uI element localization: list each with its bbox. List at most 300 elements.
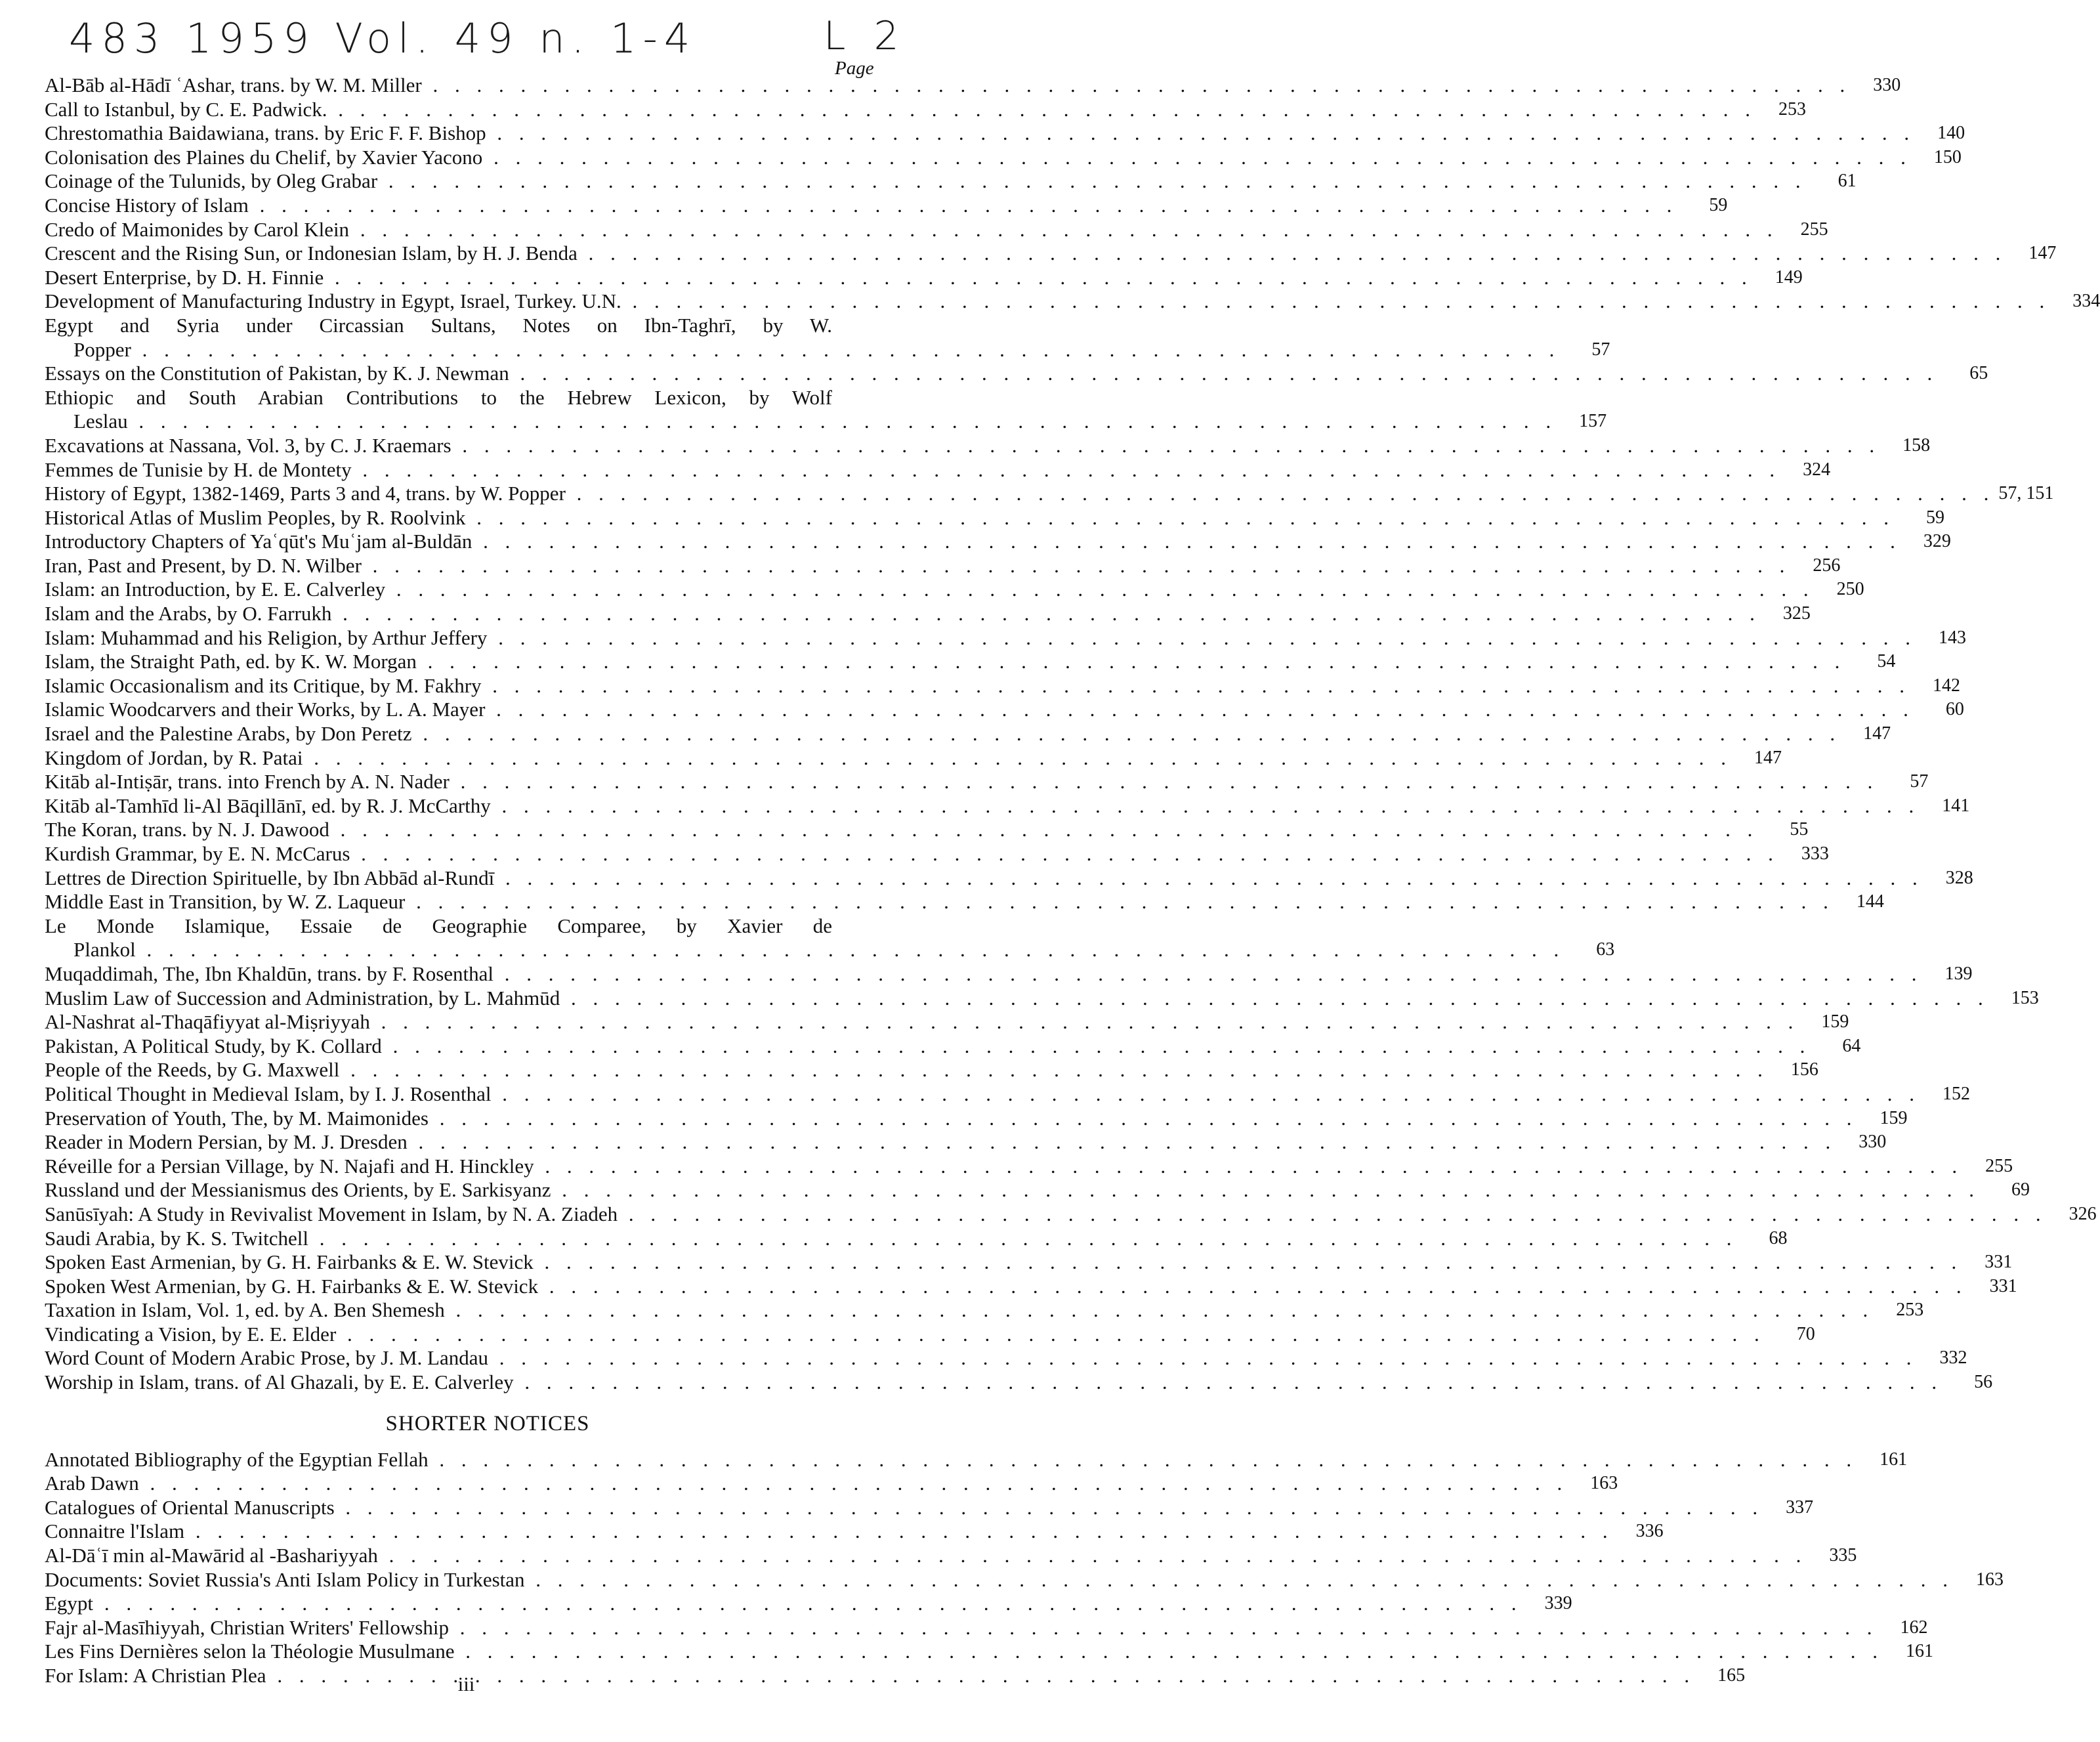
entry-page-number: 70 bbox=[1796, 1323, 1815, 1344]
entry-title-block bbox=[45, 842, 1783, 866]
entry-title: Spoken East Armenian, by G. H. Fairbanks & E. W. Stevick bbox=[45, 1250, 534, 1274]
index-entry bbox=[45, 1447, 1908, 1472]
dot-leader bbox=[339, 1058, 1769, 1081]
dot-leader bbox=[412, 722, 1841, 745]
entry-page-number: 57 bbox=[1591, 339, 1610, 360]
index-entry bbox=[45, 1298, 1924, 1323]
entry-title-block bbox=[45, 1472, 1572, 1496]
index-entry bbox=[45, 602, 1811, 626]
index-entry bbox=[45, 1130, 1887, 1155]
entry-title-block bbox=[45, 890, 1838, 914]
entry-title: Al-Nashrat al-Thaqāfiyyat al-Miṣriyyah bbox=[45, 1010, 370, 1034]
dot-leader bbox=[534, 1155, 1964, 1178]
entry-page-number: 336 bbox=[1635, 1521, 1664, 1542]
entry-title-block bbox=[45, 1130, 1840, 1155]
dot-leader bbox=[136, 938, 1565, 961]
index-entry bbox=[45, 698, 1964, 722]
dot-leader bbox=[466, 506, 1895, 529]
index-entry bbox=[45, 169, 1857, 194]
dot-leader bbox=[422, 74, 1851, 96]
dot-leader bbox=[308, 1227, 1738, 1250]
entry-page-number: 331 bbox=[1984, 1252, 2013, 1273]
dot-leader bbox=[429, 1448, 1858, 1471]
index-entry bbox=[45, 242, 2057, 266]
page-column-heading: Page bbox=[835, 58, 874, 79]
entry-page-number: 60 bbox=[1945, 699, 1964, 720]
dot-leader bbox=[482, 146, 1912, 169]
entry-page-number: 253 bbox=[1778, 98, 1807, 119]
entry-title: Kitāb al-Tamhīd li-Al Bāqillānī, ed. by R. J. McCarthy bbox=[45, 794, 491, 817]
index-list bbox=[45, 74, 2100, 1688]
entry-title: Introductory Chapters of Yaʿqūt's Muʿjam al-Buldān bbox=[45, 530, 472, 553]
entry-page-number: 331 bbox=[1989, 1275, 2017, 1296]
index-entry bbox=[45, 890, 1884, 914]
index-entry bbox=[45, 1567, 2004, 1592]
index-entry bbox=[45, 1178, 2030, 1202]
entry-title-block bbox=[45, 1544, 1811, 1568]
index-entry bbox=[45, 265, 1803, 290]
index-entry bbox=[45, 313, 1610, 362]
index-entry bbox=[45, 97, 1807, 122]
dot-leader bbox=[472, 530, 1901, 553]
dot-leader bbox=[621, 289, 2051, 312]
entry-page-number: 324 bbox=[1803, 459, 1831, 480]
entry-title: Annotated Bibliography of the Egyptian Fellah bbox=[45, 1447, 429, 1471]
entry-title-block bbox=[45, 1202, 2051, 1227]
entry-title-continuation-text: Leslau bbox=[74, 410, 128, 433]
entry-page-number: 161 bbox=[1905, 1641, 1933, 1662]
entry-title-block bbox=[45, 266, 1757, 290]
entry-title: Documents: Soviet Russia's Anti Islam Policy in Turkestan bbox=[45, 1567, 525, 1591]
entry-page-number: 63 bbox=[1596, 939, 1615, 960]
index-entry bbox=[45, 1034, 1861, 1059]
entry-page-number: 149 bbox=[1774, 266, 1803, 287]
entry-page-number: 57, 151 bbox=[1998, 483, 2054, 504]
entry-title: Connaitre l'Islam bbox=[45, 1519, 185, 1543]
entry-page-number: 69 bbox=[2011, 1179, 2030, 1200]
entry-title-block bbox=[45, 1640, 1887, 1664]
entry-page-number: 68 bbox=[1769, 1227, 1788, 1248]
section-heading-shorter-notices: SHORTER NOTICES bbox=[385, 1411, 590, 1435]
entry-page-number: 56 bbox=[1974, 1372, 1993, 1393]
entry-title: Islamic Woodcarvers and their Works, by L. A. Mayer bbox=[45, 698, 486, 721]
entry-title-block bbox=[45, 794, 1923, 818]
entry-title-block bbox=[45, 578, 1818, 602]
dot-leader bbox=[485, 698, 1914, 721]
entry-title-block bbox=[45, 482, 1998, 506]
index-entry bbox=[45, 1058, 1818, 1082]
dot-leader bbox=[131, 338, 1561, 361]
dot-leader bbox=[491, 794, 1920, 817]
entry-title: Le Monde Islamique, Essaie de Geographie Comparee, by Xavier de bbox=[45, 914, 832, 937]
entry-title-block bbox=[45, 194, 1681, 218]
index-entry bbox=[45, 626, 1966, 650]
entry-page-number: 159 bbox=[1821, 1011, 1849, 1032]
dot-leader bbox=[93, 1592, 1522, 1615]
entry-title-block bbox=[45, 74, 1855, 98]
index-entry bbox=[45, 1519, 1664, 1544]
entry-title: Arab Dawn bbox=[45, 1472, 139, 1495]
index-entry bbox=[45, 505, 1945, 530]
entry-page-number: 59 bbox=[1926, 507, 1945, 528]
dot-leader bbox=[303, 746, 1732, 769]
dot-leader bbox=[486, 121, 1916, 144]
entry-title: Islam: Muhammad and his Religion, by Arthur Jeffery bbox=[45, 626, 488, 649]
entry-title-block bbox=[45, 362, 1942, 386]
entry-title-block bbox=[45, 1107, 1861, 1131]
entry-page-number: 57 bbox=[1910, 771, 1929, 792]
index-entry bbox=[45, 1544, 1857, 1568]
entry-title-block bbox=[45, 722, 1845, 746]
entry-page-number: 330 bbox=[1873, 75, 1901, 95]
dot-leader bbox=[352, 458, 1781, 481]
entry-title: Al-Bāb al-Hādī ʿAshar, trans. by W. M. Miller bbox=[45, 74, 422, 96]
entry-page-number: 328 bbox=[1945, 867, 1973, 888]
entry-title-block bbox=[45, 626, 1920, 650]
handwritten-call-number: 483 1959 Vol. 49 n. 1-4 bbox=[69, 14, 697, 62]
entry-title-block bbox=[45, 434, 1884, 458]
dot-leader bbox=[324, 266, 1753, 289]
dot-leader bbox=[184, 1519, 1614, 1542]
entry-title-block bbox=[45, 674, 1914, 698]
entry-title-block bbox=[45, 1370, 1946, 1395]
entry-page-number: 333 bbox=[1801, 843, 1829, 864]
entry-title: Preservation of Youth, The, by M. Maimonides bbox=[45, 1106, 429, 1130]
index-entry bbox=[45, 362, 1988, 386]
index-entry bbox=[45, 121, 1965, 146]
entry-title: Fajr al-Masīhiyyah, Christian Writers' Fellowship bbox=[45, 1615, 449, 1639]
dot-leader bbox=[494, 866, 1923, 889]
entry-title-block bbox=[45, 218, 1782, 242]
entry-page-number: 332 bbox=[1939, 1348, 1967, 1369]
entry-title: Les Fins Dernières selon la Théologie Musulmane bbox=[45, 1640, 455, 1663]
entry-page-number: 165 bbox=[1717, 1665, 1746, 1686]
entry-title: Historical Atlas of Muslim Peoples, by R. Roolvink bbox=[45, 505, 466, 529]
entry-page-number: 144 bbox=[1856, 891, 1884, 912]
entry-page-number: 64 bbox=[1842, 1035, 1861, 1056]
entry-page-number: 330 bbox=[1858, 1132, 1887, 1153]
entry-title-block bbox=[45, 146, 1916, 170]
entry-title-block bbox=[45, 1568, 1958, 1592]
handwritten-corner-mark: L 2 bbox=[824, 13, 907, 59]
entry-title: Worship in Islam, trans. of Al Ghazali, by E. E. Calverley bbox=[45, 1370, 514, 1394]
entry-page-number: 139 bbox=[1944, 963, 1973, 984]
entry-title: Call to Istanbul, by C. E. Padwick. bbox=[45, 97, 327, 121]
dot-leader bbox=[454, 1640, 1883, 1663]
entry-title-block bbox=[45, 1155, 1967, 1179]
index-entry bbox=[45, 1274, 2017, 1299]
entry-page-number: 250 bbox=[1836, 579, 1864, 600]
index-entry bbox=[45, 193, 1728, 218]
entry-title: Catalogues of Oriental Manuscripts bbox=[45, 1495, 335, 1519]
dot-leader bbox=[377, 169, 1807, 192]
entry-title: For Islam: A Christian Plea bbox=[45, 1664, 266, 1687]
dot-leader bbox=[385, 578, 1815, 601]
entry-title: Colonisation des Plaines du Chelif, by Xavier Yacono bbox=[45, 145, 483, 169]
dot-leader bbox=[450, 770, 1879, 793]
index-entry bbox=[45, 1615, 1928, 1640]
dot-leader bbox=[492, 1082, 1921, 1105]
index-entry bbox=[45, 1346, 1967, 1370]
dot-leader bbox=[327, 98, 1757, 121]
entry-page-number: 256 bbox=[1813, 555, 1841, 576]
entry-title: Taxation in Islam, Vol. 1, ed. by A. Ben Shemesh bbox=[45, 1298, 445, 1322]
dot-leader bbox=[538, 1275, 1967, 1298]
entry-page-number: 255 bbox=[1800, 219, 1828, 240]
index-entry bbox=[45, 1322, 1815, 1347]
dot-leader bbox=[509, 362, 1939, 385]
entry-title-block bbox=[45, 650, 1849, 674]
entry-title-continuation-text: Plankol bbox=[74, 938, 136, 962]
entry-title: Political Thought in Medieval Islam, by I. J. Rosenthal bbox=[45, 1082, 492, 1105]
entry-page-number: 65 bbox=[1969, 363, 1988, 384]
entry-title-block bbox=[45, 962, 1927, 987]
index-entry bbox=[45, 433, 1931, 458]
index-entry bbox=[45, 722, 1891, 746]
entry-title-block bbox=[45, 698, 1918, 722]
entry-title: Israel and the Palestine Arabs, by Don Peretz bbox=[45, 722, 412, 746]
entry-title: History of Egypt, 1382-1469, Parts 3 and 4, trans. by W. Popper bbox=[45, 482, 566, 505]
entry-title: Pakistan, A Political Study, by K. Collard bbox=[45, 1034, 382, 1057]
entry-title-block bbox=[45, 386, 1561, 434]
entry-title-block bbox=[45, 914, 1568, 962]
entry-page-number: 163 bbox=[1976, 1569, 2004, 1590]
entry-page-number: 140 bbox=[1937, 123, 1965, 144]
entry-title: Egypt and Syria under Circassian Sultans, Notes on Ibn-Taghrī, by W. bbox=[45, 313, 832, 337]
entry-title: Kingdom of Jordan, by R. Patai bbox=[45, 746, 303, 769]
entry-page-number: 161 bbox=[1880, 1449, 1908, 1470]
dot-leader bbox=[370, 1010, 1799, 1033]
entry-title: Sanūsīyah: A Study in Revivalist Movement in Islam, by N. A. Ziadeh bbox=[45, 1202, 618, 1225]
page-folio: iii bbox=[457, 1672, 475, 1695]
index-entry bbox=[45, 1495, 1814, 1520]
dot-leader bbox=[560, 987, 1989, 1009]
index-entry bbox=[45, 1592, 1572, 1616]
dot-leader bbox=[534, 1250, 1963, 1273]
dot-leader bbox=[378, 1544, 1807, 1567]
entry-title: Islam and the Arabs, by O. Farrukh bbox=[45, 602, 332, 626]
entry-page-number: 334 bbox=[2072, 291, 2100, 312]
dot-leader bbox=[551, 1178, 1980, 1201]
entry-title: Lettres de Direction Spirituelle, by Ibn Abbād al-Rundī bbox=[45, 866, 495, 889]
dot-leader bbox=[405, 890, 1834, 913]
entry-page-number: 61 bbox=[1838, 171, 1857, 192]
index-entry bbox=[45, 1082, 1970, 1107]
entry-page-number: 141 bbox=[1942, 795, 1970, 816]
entry-title-block bbox=[45, 289, 2054, 314]
entry-title: Réveille for a Persian Village, by N. Najafi and H. Hinckley bbox=[45, 1154, 534, 1178]
entry-title: Credo of Maimonides by Carol Klein bbox=[45, 217, 350, 241]
entry-title-block bbox=[45, 554, 1794, 578]
entry-title: Excavations at Nassana, Vol. 3, by C. J. Kraemars bbox=[45, 433, 452, 457]
index-entry bbox=[45, 818, 1809, 842]
entry-title-block bbox=[45, 987, 1993, 1011]
entry-title: Spoken West Armenian, by G. H. Fairbanks & E. W. Stevick bbox=[45, 1274, 539, 1298]
entry-title: Egypt bbox=[45, 1592, 94, 1615]
entry-title: Islam, the Straight Path, ed. by K. W. Morgan bbox=[45, 650, 417, 673]
entry-title-block bbox=[45, 1616, 1881, 1640]
entry-title: Reader in Modern Persian, by M. J. Dresden bbox=[45, 1130, 408, 1154]
dot-leader bbox=[488, 1346, 1918, 1369]
entry-page-number: 253 bbox=[1896, 1300, 1924, 1321]
dot-leader bbox=[335, 1496, 1764, 1519]
entry-title-block bbox=[45, 866, 1927, 891]
index-entry bbox=[45, 1250, 2013, 1275]
index-entry bbox=[45, 1202, 2097, 1227]
entry-title: Muslim Law of Succession and Administration, by L. Mahmūd bbox=[45, 986, 560, 1009]
entry-title-block bbox=[45, 242, 2010, 266]
dot-leader bbox=[329, 818, 1759, 841]
entry-title-block bbox=[45, 746, 1736, 771]
entry-title: Essays on the Constitution of Pakistan, by K. J. Newman bbox=[45, 362, 509, 385]
entry-title-block bbox=[45, 169, 1811, 194]
entry-title-block bbox=[45, 1082, 1924, 1107]
entry-title: Iran, Past and Present, by D. N. Wilber bbox=[45, 553, 362, 577]
index-entry bbox=[45, 794, 1970, 818]
entry-page-number: 59 bbox=[1709, 194, 1728, 215]
entry-page-number: 152 bbox=[1942, 1083, 1970, 1104]
entry-page-number: 142 bbox=[1933, 675, 1961, 696]
index-entry bbox=[45, 578, 1864, 602]
entry-title-block bbox=[45, 1592, 1526, 1616]
shorter-notices-list bbox=[45, 1447, 2004, 1688]
index-entry bbox=[45, 1226, 1788, 1251]
entry-title: Word Count of Modern Arabic Prose, by J. M. Landau bbox=[45, 1346, 488, 1370]
index-entry bbox=[45, 482, 2054, 506]
dot-leader bbox=[566, 482, 1995, 505]
dot-leader bbox=[578, 242, 2007, 265]
entry-title-continuation bbox=[45, 938, 1564, 962]
index-entry bbox=[45, 145, 1962, 170]
entry-title-block bbox=[45, 1496, 1767, 1520]
dot-leader bbox=[336, 1323, 1765, 1346]
entry-page-number: 156 bbox=[1790, 1059, 1818, 1080]
entry-page-number: 158 bbox=[1902, 435, 1931, 456]
dot-leader bbox=[445, 1298, 1874, 1321]
entry-page-number: 159 bbox=[1880, 1107, 1908, 1128]
entry-title: Crescent and the Rising Sun, or Indonesian Islam, by H. J. Benda bbox=[45, 242, 578, 265]
dot-leader bbox=[249, 194, 1678, 217]
dot-leader bbox=[331, 602, 1761, 625]
index-entry bbox=[45, 1370, 1993, 1395]
entry-title-block bbox=[45, 1250, 1966, 1275]
entry-title: Concise History of Islam bbox=[45, 193, 249, 217]
index-entry bbox=[45, 74, 1901, 98]
entry-title: Islamic Occasionalism and its Critique, by M. Fakhry bbox=[45, 673, 482, 697]
entry-page-number: 325 bbox=[1782, 603, 1811, 624]
index-entry bbox=[45, 914, 1615, 962]
entry-page-number: 143 bbox=[1938, 627, 1966, 648]
entry-title-block bbox=[45, 458, 1784, 482]
entry-title-block bbox=[45, 1034, 1815, 1059]
entry-title-block bbox=[45, 1323, 1769, 1347]
dot-leader bbox=[494, 962, 1923, 985]
entry-title-continuation bbox=[45, 410, 1557, 434]
entry-title: Kurdish Grammar, by E. N. McCarus bbox=[45, 842, 350, 865]
entry-title: Coinage of the Tulunids, by Oleg Grabar bbox=[45, 169, 378, 193]
entry-title: The Koran, trans. by N. J. Dawood bbox=[45, 818, 329, 841]
entry-page-number: 55 bbox=[1790, 819, 1809, 840]
entry-title-block bbox=[45, 1058, 1773, 1082]
dot-leader bbox=[487, 626, 1916, 649]
index-entry bbox=[45, 217, 1828, 242]
entry-title-block bbox=[45, 770, 1882, 794]
entry-title-block bbox=[45, 1346, 1921, 1370]
dot-leader bbox=[382, 1034, 1811, 1057]
index-entry bbox=[45, 673, 1961, 698]
entry-title: Chrestomathia Baidawiana, trans. by Eric F. F. Bishop bbox=[45, 121, 486, 145]
index-entry bbox=[45, 770, 1929, 794]
entry-page-number: 326 bbox=[2068, 1203, 2097, 1224]
reviews-list bbox=[45, 74, 2100, 1395]
entry-title-block bbox=[45, 602, 1765, 626]
entry-page-number: 147 bbox=[1863, 723, 1891, 744]
index-entry bbox=[45, 986, 2039, 1011]
dot-leader bbox=[482, 674, 1911, 697]
entry-title: Russland und der Messianismus des Orients, by E. Sarkisyanz bbox=[45, 1178, 551, 1202]
dot-leader bbox=[408, 1130, 1837, 1153]
entry-title: Femmes de Tunisie by H. de Montety bbox=[45, 457, 352, 481]
entry-page-number: 339 bbox=[1544, 1593, 1572, 1614]
index-entry bbox=[45, 457, 1831, 482]
index-entry bbox=[45, 1472, 1618, 1496]
index-entry bbox=[45, 553, 1841, 578]
entry-title: Al-Dāʿī min al-Mawārid al -Bashariyyah bbox=[45, 1544, 378, 1567]
entry-page-number: 335 bbox=[1829, 1545, 1857, 1566]
entry-title: Kitāb al-Intiṣār, trans. into French by A. N. Nader bbox=[45, 770, 450, 794]
dot-leader bbox=[128, 410, 1557, 433]
dot-leader bbox=[449, 1616, 1878, 1639]
dot-leader bbox=[452, 434, 1881, 457]
entry-page-number: 337 bbox=[1786, 1497, 1814, 1518]
entry-title: Ethiopic and South Arabian Contributions to the Hebrew Lexicon, by Wolf bbox=[45, 385, 832, 409]
dot-leader bbox=[349, 218, 1778, 241]
index-entry bbox=[45, 842, 1829, 866]
entry-title-block bbox=[45, 1275, 1971, 1299]
entry-page-number: 157 bbox=[1579, 411, 1607, 432]
entry-title-block bbox=[45, 1298, 1878, 1323]
entry-title-block bbox=[45, 818, 1762, 842]
dot-leader bbox=[618, 1202, 2047, 1225]
entry-title-block bbox=[45, 98, 1760, 122]
dot-leader bbox=[362, 554, 1791, 577]
index-entry bbox=[45, 650, 1896, 674]
entry-page-number: 163 bbox=[1590, 1473, 1618, 1494]
index-entry bbox=[45, 962, 1973, 987]
index-entry bbox=[45, 866, 1973, 891]
entry-title: Desert Enterprise, by D. H. Finnie bbox=[45, 265, 324, 289]
dot-leader bbox=[139, 1472, 1568, 1495]
entry-page-number: 150 bbox=[1933, 146, 1962, 167]
index-entry bbox=[45, 289, 2100, 314]
entry-title: Islam: an Introduction, by E. E. Calverley bbox=[45, 578, 386, 601]
entry-title-block bbox=[45, 506, 1899, 530]
entry-title-continuation-text: Popper bbox=[74, 337, 131, 361]
index-entry bbox=[45, 385, 1607, 434]
entry-title-block bbox=[45, 1448, 1861, 1472]
entry-page-number: 329 bbox=[1923, 531, 1951, 552]
entry-title: Middle East in Transition, by W. Z. Laqueur bbox=[45, 890, 406, 914]
index-entry bbox=[45, 746, 1782, 771]
index-entry bbox=[45, 1640, 1933, 1664]
index-entry bbox=[45, 1154, 2013, 1179]
entry-title: Development of Manufacturing Industry in Egypt, Israel, Turkey. U.N. bbox=[45, 289, 621, 313]
entry-title: Muqaddimah, The, Ibn Khaldūn, trans. by F. Rosenthal bbox=[45, 962, 494, 985]
dot-leader bbox=[417, 650, 1846, 673]
entry-title-block bbox=[45, 1227, 1741, 1251]
entry-page-number: 54 bbox=[1877, 651, 1896, 672]
index-entry bbox=[45, 530, 1951, 554]
